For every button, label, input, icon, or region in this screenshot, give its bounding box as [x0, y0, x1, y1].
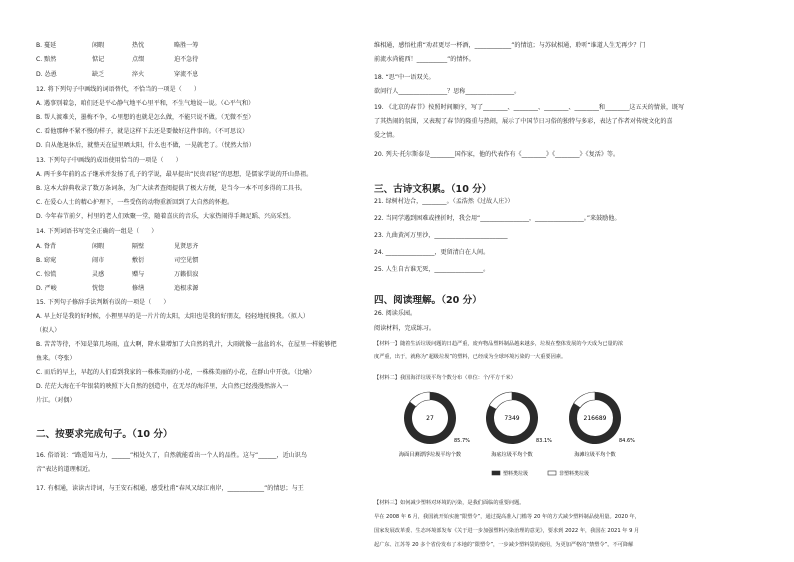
option-cell: 闲暇 — [92, 42, 105, 49]
option-cell: 点缀 — [132, 56, 145, 63]
option-cell: 司空见惯 — [174, 257, 199, 264]
option-line: D. 今年春节前夕，村里的老人们欢聚一堂，随着喜庆的音乐，大家热闹得手舞足蹈、兴高采烈。 — [36, 213, 295, 220]
option-line: D. 茫茫大海在千年银装的映照下大自然的创造中，在无尽的海洋里，大自然已经漫漫然溶入一 — [36, 383, 289, 390]
ring-share-label: 83.1% — [536, 438, 552, 444]
question-18: 18. “思”中一语双关。 — [374, 74, 435, 81]
option-cell: 闲暇 — [92, 243, 105, 250]
option-line: B. 帮人渡难关，墨梅不争，心里想的也就是怎么做，不能只说不做。（无微不至） — [36, 114, 255, 121]
option-cell: C. 惊慌 — [36, 271, 57, 278]
option-line: D. 自从他退休后，就整天在屋里晒太阳，什么也不做，一晃就老了。（恍然大悟） — [36, 142, 255, 149]
option-cell: 追根求源 — [174, 285, 199, 292]
material-3-line-1: 早在 2008 年 6 月，我国就开始实施“限塑令”，通过提高准入门槛等 20 年的方式减少塑料制品使用量。2020 年， — [374, 514, 640, 520]
option-cell: D. 严峻 — [36, 285, 57, 292]
option-line: B. 这本大辞典收录了数万条词条，为广大读者查阅提供了极大方便，是当今一本不可多得的工具书。 — [36, 185, 307, 192]
option-cell: 赠与 — [132, 271, 145, 278]
material-2-caption: 【材料二】我国海洋垃圾平均个数分布（单位：个/平方千米） — [374, 375, 516, 381]
option-cell: 惦记 — [92, 56, 105, 63]
option-cell: 穿流不息 — [174, 71, 199, 78]
ring-share-label: 85.7% — [454, 438, 470, 444]
option-cell: 缺乏 — [92, 71, 105, 78]
question-22: 22. 当同学遇到困难或挫折时，我会用“________________，________________。”来鼓励他。 — [374, 215, 621, 222]
ring-center-value: 216689 — [583, 415, 607, 422]
question-stem: 15. 下列句子修辞手法判断有误的一项是（ ） — [36, 299, 170, 306]
question-25: 25. 人生自古谁无死，________________。 — [374, 266, 490, 273]
question-18-blank: 欲问行人________________？思称________________。 — [374, 88, 521, 95]
ring-slice-nonplastic — [574, 392, 595, 408]
question-16-line-1: 16. 俗语说：“路遥知马力，______”相处久了，自然就能看出一个人的品性。这与“______，近山识鸟 — [36, 452, 307, 459]
option-line: C. 看他那种不紧不慢的样子，就是这样下去还是要做好这件事的。（不可思议） — [36, 128, 249, 135]
option-line: C. 在爱心人士的精心护理下，一些受伤的动物重新回到了大自然的怀抱。 — [36, 199, 234, 206]
section-heading-3: 三、古诗文积累。（10 分） — [374, 184, 492, 195]
option-line: A. 两千多年前的孟子继承并发扬了孔子的学说，最早提出“民贵君轻”的思想，是儒家学说的开山鼻祖。 — [36, 171, 313, 178]
material-1-line-1: 【材料一】随着生活垃圾问题的日趋严重，废弃物品塑料制品越来越多，垃圾在整体发展的今天成为已量的浓 — [374, 341, 624, 347]
question-19-line-3: 爱之情。 — [374, 132, 399, 139]
option-line: A. 遇事别着急，咱们还是平心静气地平心里平和，不生气地说一说。（心平气和） — [36, 100, 255, 107]
legend-swatch — [548, 471, 556, 475]
option-cell: D. 怂恿 — [36, 71, 57, 78]
option-cell: B. 窈窕 — [36, 257, 57, 264]
option-line: C. 而后的早上，早起的人们看到我家的一株株美丽的小花，一株株美丽的小花，在群山中开放。（比喻） — [36, 369, 316, 376]
option-line: 鱼来。（夸张） — [36, 355, 76, 362]
ring-category-label: 海滩垃圾平均个数 — [574, 452, 616, 458]
option-line: （拟人） — [36, 327, 61, 334]
option-cell: 淬火 — [132, 71, 145, 78]
material-3-line-3: 起广东、江苏等 20 多个省份发布了本地的“限塑令”，一步减少塑料袋的使用，为更加严格的“禁塑令”。不可降解 — [374, 542, 634, 548]
question-17-continued: 前流水尚能西！__________”的情怀。 — [374, 56, 475, 63]
option-cell: 敷衍 — [132, 257, 145, 264]
question-16-line-2: 音”表达的道理相近。 — [36, 466, 95, 473]
ring-category-label: 海面目测漂浮垃圾平均个数 — [398, 452, 462, 458]
question-17-line-1: 17. 有相通，读读古诗词，与王安石相通，感受杜甫“春风又绿江南岸，____________”的情思；与王 — [36, 485, 304, 492]
question-26: 26. 阅读乐园。 — [374, 310, 417, 317]
question-21: 21. 绿树村边合，________。（孟浩然《过故人庄》） — [374, 198, 514, 205]
option-cell: B. 蔓延 — [36, 42, 57, 49]
reading-instruction: 阅读材料，完成练习。 — [374, 325, 435, 332]
option-cell: 恍惚 — [92, 285, 105, 292]
option-line: B. 苦苦等待，不知是第几场雨，直大啊，降水量增加了大自然的乳汁，大雨就像一盆盆的水，在屋里一样能够把 — [36, 341, 337, 348]
option-cell: 万籁俱寂 — [174, 271, 199, 278]
question-stem: 13. 下列句子中画线的成语使用恰当的一项是（ ） — [36, 157, 182, 164]
question-20: 20. 列夫·托尔斯泰是________国作家，他的代表作有《________》《________》《复活》等。 — [374, 151, 620, 158]
option-cell: 迫不急待 — [174, 56, 199, 63]
option-cell: 热忱 — [132, 42, 145, 49]
ring-slice-nonplastic — [410, 392, 430, 407]
section-heading-4: 四、阅读理解。（20 分） — [374, 295, 482, 306]
option-cell: C. 黯然 — [36, 56, 57, 63]
ring-center-value: 7349 — [504, 415, 520, 422]
option-cell: A. 脊背 — [36, 243, 57, 250]
question-stem: 14. 下列词语书写完全正确的一组是（ ） — [36, 228, 158, 235]
option-cell: 修缮 — [132, 285, 145, 292]
legend-label: 塑料类垃圾 — [503, 471, 529, 477]
question-19-line-2: 了其热闹的氛围，又表现了春节的隆重与热闹，展示了中国节日习俗的独特与多彩，表达了作者对传统文化的喜 — [374, 118, 673, 125]
question-17-continued: 维相通，感悟杜甫“劝君更尽一杯酒，____________”的情谊；与苏轼相通，聆听“谁道人生无再少？门 — [374, 42, 646, 49]
option-cell: 灵感 — [92, 271, 105, 278]
option-cell: 略胜一筹 — [174, 42, 199, 49]
legend-swatch — [492, 471, 500, 475]
section-heading-2: 二、按要求完成句子。（10 分） — [36, 429, 173, 440]
question-24: 24. ________________，更留清白在人间。 — [374, 249, 490, 256]
material-1-line-2: 度严重，出于，就称为“超级垃圾”的塑料，已经成为全球环境污染的一大重要因素。 — [374, 354, 567, 360]
legend-label: 非塑料类垃圾 — [559, 471, 590, 477]
ring-category-label: 海底垃圾平均个数 — [491, 452, 533, 458]
option-line: 片江。（对偶） — [36, 397, 76, 404]
ring-center-value: 27 — [426, 415, 434, 422]
ring-slice-nonplastic — [489, 392, 512, 409]
ring-chart-group — [372, 384, 764, 494]
material-3-caption: 【材料三】如何减少塑料对环境的污染，是我们面临的重要问题。 — [374, 500, 525, 506]
option-cell: 隔壁 — [132, 243, 145, 250]
question-stem: 12. 将下列句子中画线的词语替代，不恰当的一项是（ ） — [36, 86, 200, 93]
option-line: A. 早上好是我的好时候，小狸里早的是一片片的太阳，太阳也是我的好朋友，轻轻地抚摸我。（拟人） — [36, 313, 310, 320]
ring-share-label: 84.6% — [619, 438, 635, 444]
question-19-line-1: 19. 《北京的春节》按照时间顺序，写了________、________、________、________和________这五天的情景，既写 — [374, 104, 685, 111]
option-cell: 闹市 — [92, 257, 105, 264]
material-3-line-2: 国家发展改革委、生态环境部发布《关于进一步加强塑料污染治理的意见》，要求到 2022 年，我国在 2021 年 9 月 — [374, 528, 640, 534]
question-23: 23. 九曲黄河万里沙，________________________ — [374, 232, 508, 239]
option-cell: 见贤思齐 — [174, 243, 199, 250]
